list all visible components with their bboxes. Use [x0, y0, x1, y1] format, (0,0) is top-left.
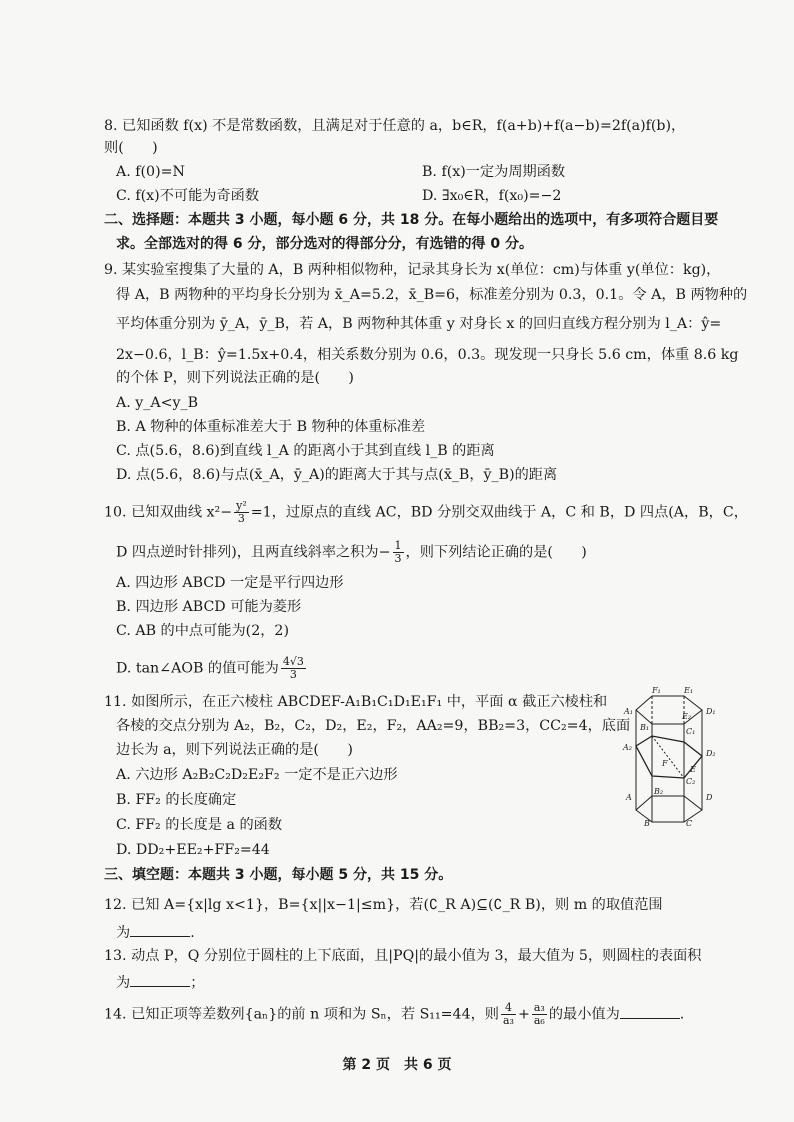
fig-label: D — [706, 793, 713, 802]
q10-fraction-4root3-over-3 — [281, 656, 306, 681]
q10-option-d — [116, 656, 308, 681]
q11-option-c: C. FF₂ 的长度是 a 的函数 — [116, 817, 283, 833]
section2-heading-line1: 二、选择题：本题共 3 小题，每小题 6 分，共 18 分。在每小题给出的选项中，有多项符合题目要 — [104, 212, 719, 228]
q10-stem-line1 — [104, 500, 748, 525]
frac-numerator: 1 — [394, 539, 402, 552]
q10-stem-line2-start: D 四点逆时针排列)，且两直线斜率之积为− — [116, 544, 391, 561]
q14-plus: + — [517, 1006, 530, 1023]
q8-option-c: C. f(x)不可能为奇函数 — [116, 188, 260, 204]
q9-stem-line1: 9. 某实验室搜集了大量的 A，B 两种相似物种，记录其身长为 x(单位：cm)与体重 y(单位：kg)， — [104, 262, 721, 278]
q14-suffix: . — [679, 1006, 685, 1023]
fig-label: D₁ — [706, 707, 716, 716]
q10-fraction-y2-over-3 — [234, 500, 249, 525]
q10-stem-line2 — [116, 540, 587, 565]
fig-label: B₂ — [654, 787, 664, 796]
q10-stem-line1-end: =1，过原点的直线 AC，BD 分别交双曲线于 A，C 和 B，D 四点(A，B，C， — [250, 504, 748, 521]
q12-prefix: 为 — [116, 925, 131, 941]
q10-fraction-1-over-3 — [393, 540, 404, 565]
fig-label: F — [662, 759, 668, 768]
top-hexagon — [636, 696, 702, 724]
q12-stem-line2 — [116, 922, 195, 942]
q10-option-a: A. 四边形 ABCD 一定是平行四边形 — [116, 575, 344, 591]
fig-label: A — [626, 793, 632, 802]
q14-stem-start: 14. 已知正项等差数列{aₙ}的前 n 项和为 Sₙ，若 S₁₁=44，则 — [104, 1006, 499, 1023]
fig-label: A₁ — [624, 707, 633, 716]
q10-option-b: B. 四边形 ABCD 可能为菱形 — [116, 599, 302, 615]
fig-label: C₁ — [686, 727, 696, 736]
frac-numerator: a₃ — [533, 1001, 545, 1014]
q10-option-d-text: D. tan∠AOB 的值可能为 — [116, 660, 279, 677]
q9-stem-line4: 2x−0.6，l_B：ŷ=1.5x+0.4，相关系数分别为 0.6，0.3。现发现一只身长 5.6 cm，体重 8.6 kg — [116, 347, 739, 363]
fig-label: C₂ — [686, 777, 696, 786]
q13-stem-line1: 13. 动点 P，Q 分别位于圆柱的上下底面，且|PQ|的最小值为 3，最大值为 5，则圆柱的表面积 — [104, 948, 702, 964]
q9-option-d: D. 点(5.6，8.6)与点(x̄_A，ȳ_A)的距离大于其与点(x̄_B，ȳ_B)的距离 — [116, 467, 558, 483]
frac-denominator: a₆ — [533, 1014, 545, 1027]
fig-label: C — [686, 819, 693, 826]
q14-fraction-4-over-a3 — [501, 1002, 516, 1027]
fig-label: E₂ — [682, 712, 692, 721]
q10-stem-line1-start: 10. 已知双曲线 x²− — [104, 504, 233, 521]
frac-denominator: 3 — [289, 668, 297, 681]
q14-answer-blank[interactable] — [620, 1004, 680, 1019]
q11-stem-line2: 各棱的交点分别为 A₂，B₂，C₂，D₂，E₂，F₂，AA₂=9，BB₂=3，CC₂=4，底面 — [116, 718, 631, 734]
fig-label: E₁ — [684, 686, 694, 695]
q11-stem-line1: 11. 如图所示，在正六棱柱 ABCDEF-A₁B₁C₁D₁E₁F₁ 中，平面 α 截正六棱柱和 — [104, 694, 608, 710]
q10-option-c: C. AB 的中点可能为(2，2) — [116, 623, 289, 639]
q14-fraction-a3-over-a6 — [532, 1002, 547, 1027]
frac-denominator: 3 — [237, 512, 245, 525]
q9-stem-line3: 平均体重分别为 ȳ_A，ȳ_B，若 A，B 两物种其体重 y 对身长 x 的回归直线方程分别为 l_A：ŷ= — [116, 316, 722, 332]
q9-option-a: A. y_A<y_B — [116, 395, 199, 411]
q8-stem-line2: 则( ) — [104, 140, 158, 156]
fig-label: B₁ — [640, 723, 650, 732]
q9-stem-line2: 得 A，B 两物种的平均身长分别为 x̄_A=5.2，x̄_B=6，标准差分别为 0.3，0.1。令 A，B 两物种的 — [116, 287, 748, 303]
q10-stem-line2-end: ，则下列结论正确的是( ) — [405, 544, 587, 561]
q9-stem-line5: 的个体 P，则下列说法正确的是( ) — [116, 370, 354, 386]
q8-option-d: D. ∃x₀∈R，f(x₀)=−2 — [422, 188, 562, 204]
frac-numerator: y² — [236, 499, 247, 512]
q8-stem-line1: 8. 已知函数 f(x) 不是常数函数，且满足对于任意的 a，b∈R，f(a+b)+f(a−b)=2f(a)f(b)， — [104, 118, 686, 134]
q14-stem-line1 — [104, 1002, 684, 1027]
q12-suffix: . — [190, 925, 195, 941]
frac-numerator: 4 — [501, 1002, 516, 1015]
q11-option-a: A. 六边形 A₂B₂C₂D₂E₂F₂ 一定不是正六边形 — [116, 767, 398, 783]
q11-option-d: D. DD₂+EE₂+FF₂=44 — [116, 842, 270, 858]
frac-denominator: a₃ — [502, 1014, 514, 1027]
q13-stem-line2 — [116, 972, 204, 992]
frac-numerator: 4√3 — [282, 655, 304, 668]
q9-option-c: C. 点(5.6，8.6)到直线 l_A 的距离小于其到直线 l_B 的距离 — [116, 443, 495, 459]
page-footer: 第 2 页 共 6 页 — [342, 1057, 452, 1073]
q14-stem-end: 的最小值为 — [548, 1006, 620, 1023]
fig-label: E — [690, 765, 696, 774]
q12-answer-blank[interactable] — [130, 922, 190, 937]
hexagonal-prism-figure — [622, 686, 732, 826]
fig-label: D₂ — [706, 749, 716, 758]
q13-prefix: 为 — [116, 975, 131, 991]
fig-label: B — [644, 819, 650, 826]
fig-label: F₁ — [652, 686, 661, 695]
q9-option-b: B. A 物种的体重标准差大于 B 物种的体重标准差 — [116, 419, 426, 435]
q11-option-b: B. FF₂ 的长度确定 — [116, 792, 237, 808]
q8-option-b: B. f(x)一定为周期函数 — [422, 164, 566, 180]
section3-heading: 三、填空题：本题共 3 小题，每小题 5 分，共 15 分。 — [104, 867, 453, 883]
fig-label: A₂ — [623, 743, 632, 752]
q8-option-a: A. f(0)=N — [116, 164, 185, 180]
q11-stem-line3: 边长为 a，则下列说法正确的是( ) — [116, 742, 353, 758]
q13-suffix: ； — [190, 975, 205, 991]
section2-heading-line2: 求。全部选对的得 6 分，部分选对的得部分分，有选错的得 0 分。 — [116, 236, 533, 252]
q13-answer-blank[interactable] — [130, 972, 190, 987]
q12-stem-line1: 12. 已知 A={x|lg x<1}，B={x||x−1|≤m}，若(∁_R A)⊆(∁_R B)，则 m 的取值范围 — [104, 897, 663, 913]
frac-denominator: 3 — [394, 552, 402, 565]
